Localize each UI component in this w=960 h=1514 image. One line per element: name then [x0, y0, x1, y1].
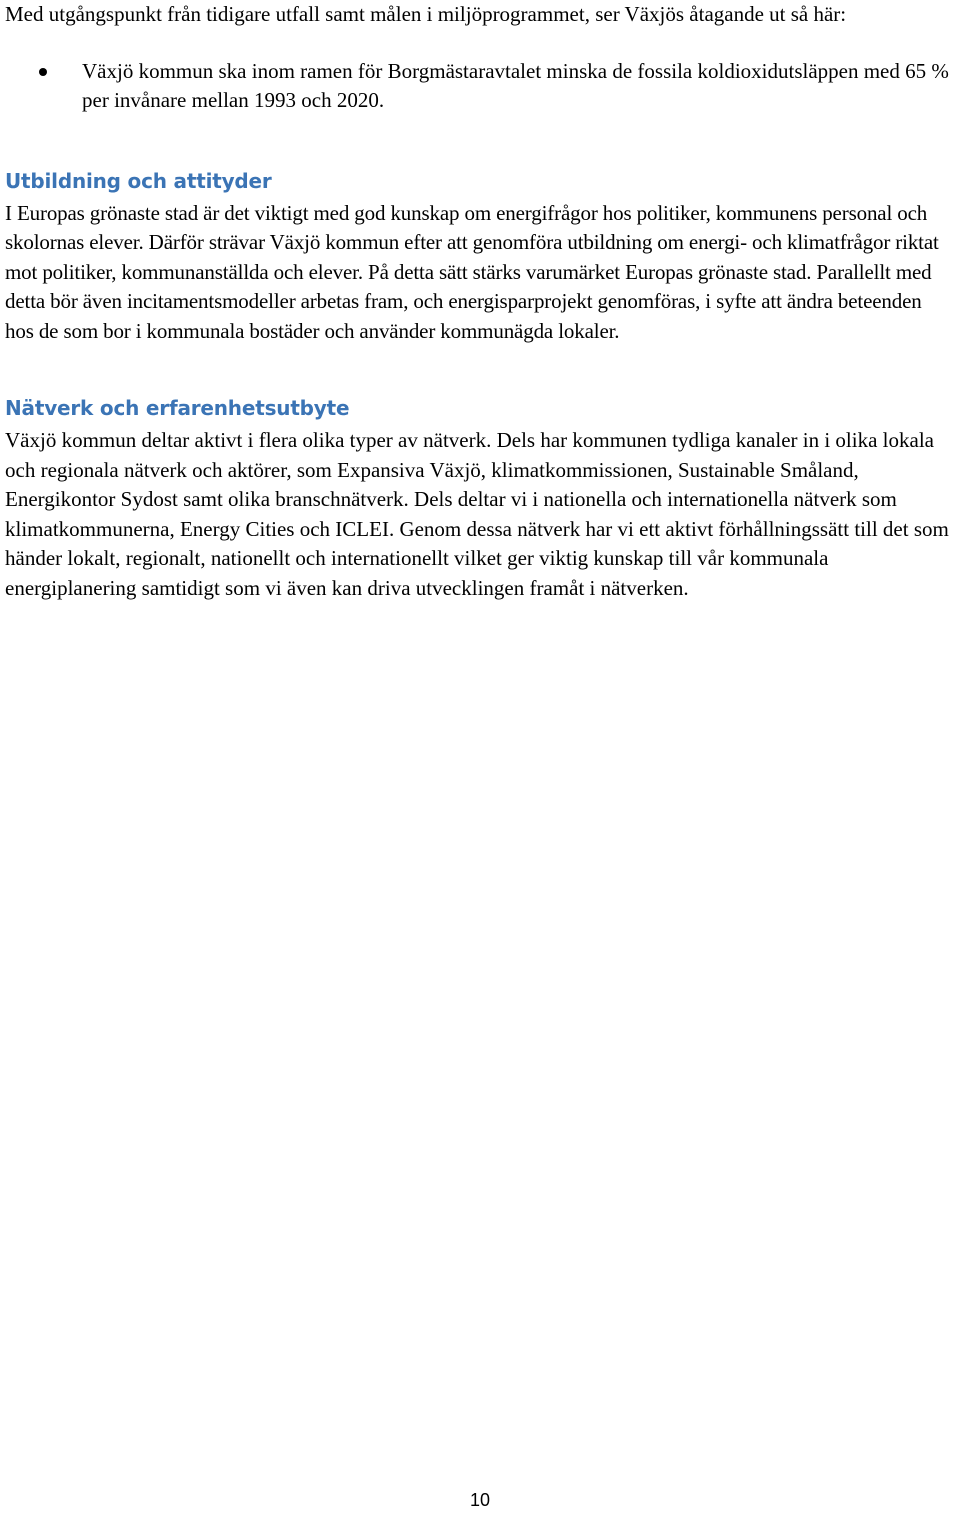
section-paragraph-utbildning: I Europas grönaste stad är det viktigt med god kunskap om energifrågor hos politiker, kommunens personal och skolornas elever. Därför strävar Växjö kommun efter att genomföra utbildning om energi- och klimatfrågor riktat mot politiker, kommunanställda och elever. På detta sätt stärks varumärket Europas grönaste stad. Parallellt med detta bör även incitamentsmodeller arbetas fram, och energisparprojekt genomföras, i syfte att ändra beteenden hos de som bor i kommunala bostäder och använder kommunägda lokaler.: [5, 200, 939, 343]
list-item: [82, 57, 955, 116]
page-number: 10: [469, 1490, 491, 1510]
bullet-dot-icon: [39, 68, 47, 76]
section-heading-natverk: Nätverk och erfarenhetsutbyte: [5, 396, 350, 420]
bullet-text: Växjö kommun ska inom ramen för Borgmästaravtalet minska de fossila koldioxidutsläppen med 65 % per invånare mellan 1993 och 2020.: [82, 58, 949, 112]
bullet-list: [5, 57, 955, 116]
intro-paragraph: Med utgångspunkt från tidigare utfall samt målen i miljöprogrammet, ser Växjös åtagande ut så här:: [5, 2, 847, 26]
section-paragraph-natverk: Växjö kommun deltar aktivt i flera olika typer av nätverk. Dels har kommunen tydliga kanaler in i olika lokala och regionala nätverk och aktörer, som Expansiva Växjö, klimatkommissionen, Sustainable Småland, Energikontor Sydost samt olika branschnätverk. Dels deltar vi i nationella och internationella nätverk som klimatkommunerna, Energy Cities och ICLEI. Genom dessa nätverk har vi ett aktivt förhållningssätt till det som händer lokalt, regionalt, nationellt och internationellt vilket ger viktig kunskap till vår kommunala energiplanering samtidigt som vi även kan driva utvecklingen framåt i nätverken.: [5, 428, 949, 600]
section-heading-utbildning: Utbildning och attityder: [5, 168, 272, 193]
document-page: [5, 0, 955, 603]
